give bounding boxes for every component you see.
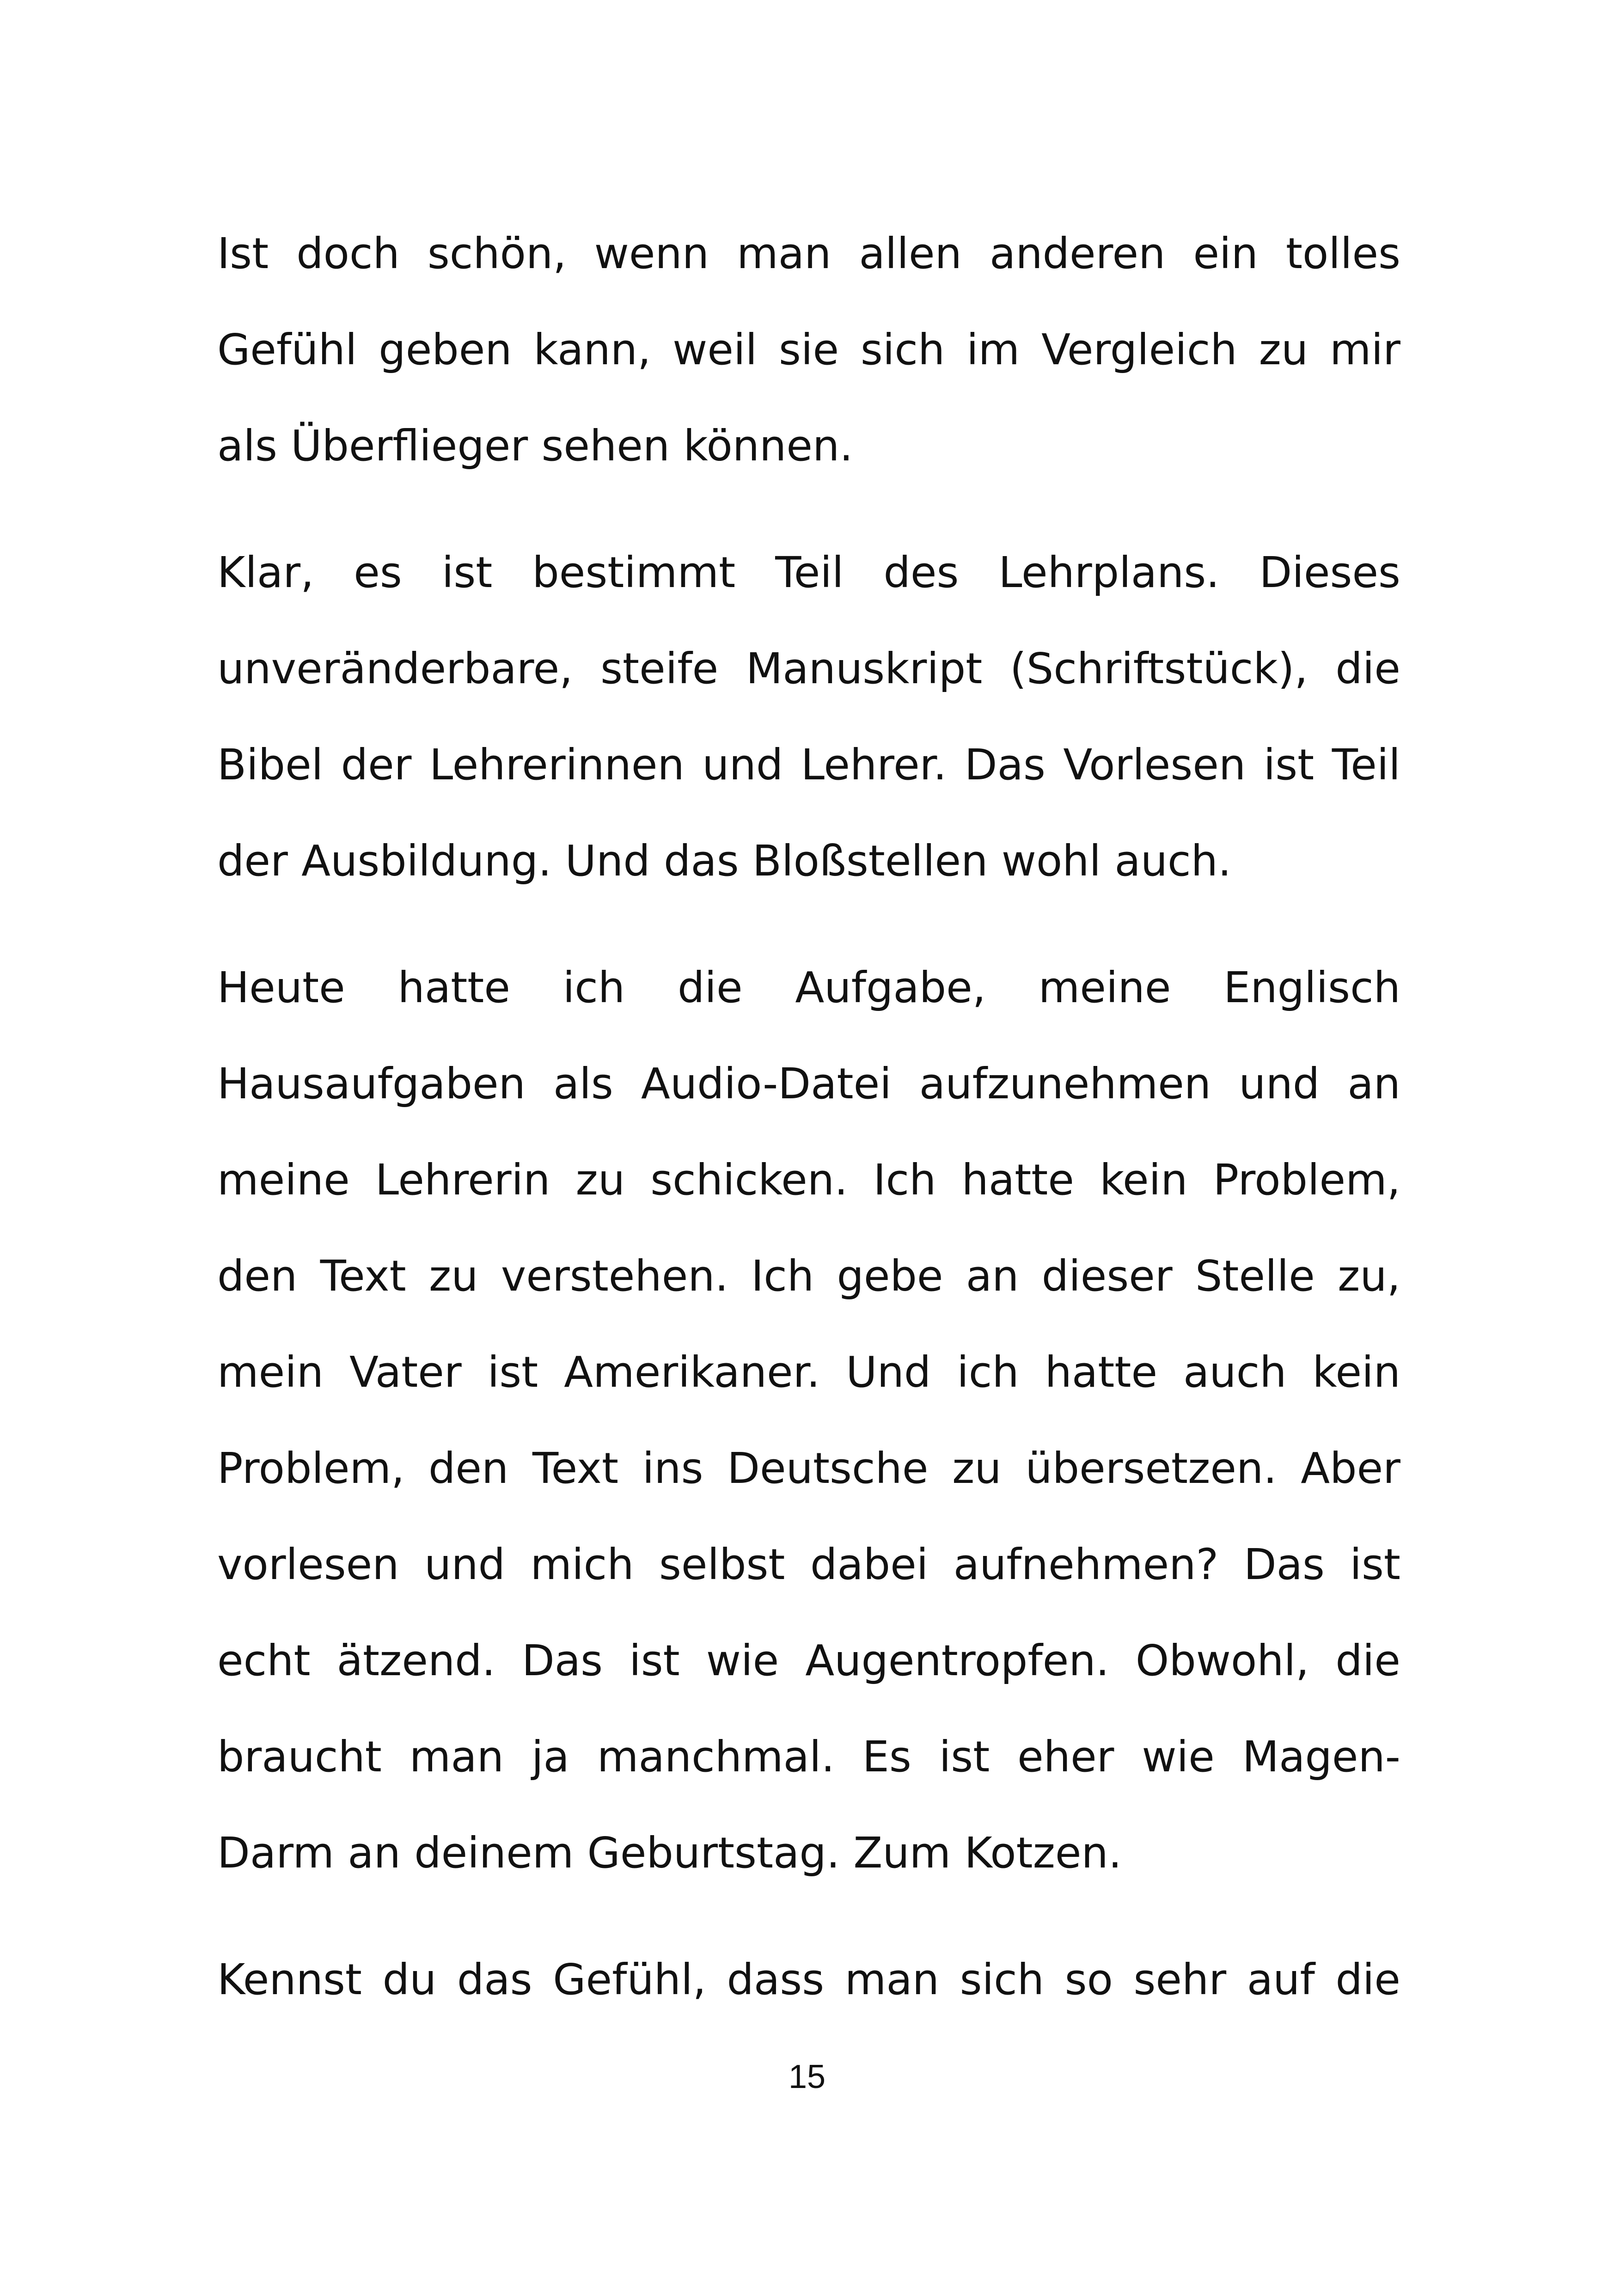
paragraph-1: Ist doch schön, wenn man allen anderen ein tolles Gefühl geben kann, weil sie sich im Vergleich zu mir als Überflieger sehen können. — [217, 229, 1400, 471]
paragraph-3: Heute hatte ich die Aufgabe, meine Englisch Hausaufgaben als Audio-Datei aufzunehmen und an meine Lehrerin zu schicken. Ich hatte kein Problem, den Text zu verstehen. Ich gebe an dieser Stelle zu, mein Vater ist Amerikaner. Und ich hatte auch kein Problem, den Text ins Deutsche zu übersetzen. Aber vorlesen und mich selbst dabei aufnehmen? Das ist echt ätzend. Das ist wie Augentropfen. Obwohl, die braucht man ja manchmal. Es ist eher wie Magen-Darm an deinem Geburtstag. Zum Kotzen. — [217, 963, 1400, 1878]
paragraph-4: Kennst du das Gefühl, dass man sich so sehr auf die — [217, 1955, 1400, 2004]
body-text — [217, 206, 1400, 2058]
paragraph-2: Klar, es ist bestimmt Teil des Lehrplans. Dieses unveränderbare, steife Manuskript (Schriftstück), die Bibel der Lehrerinnen und Lehrer. Das Vorlesen ist Teil der Ausbildung. Und das Bloßstellen wohl auch. — [217, 548, 1400, 886]
page-number: 15 — [788, 2058, 826, 2095]
